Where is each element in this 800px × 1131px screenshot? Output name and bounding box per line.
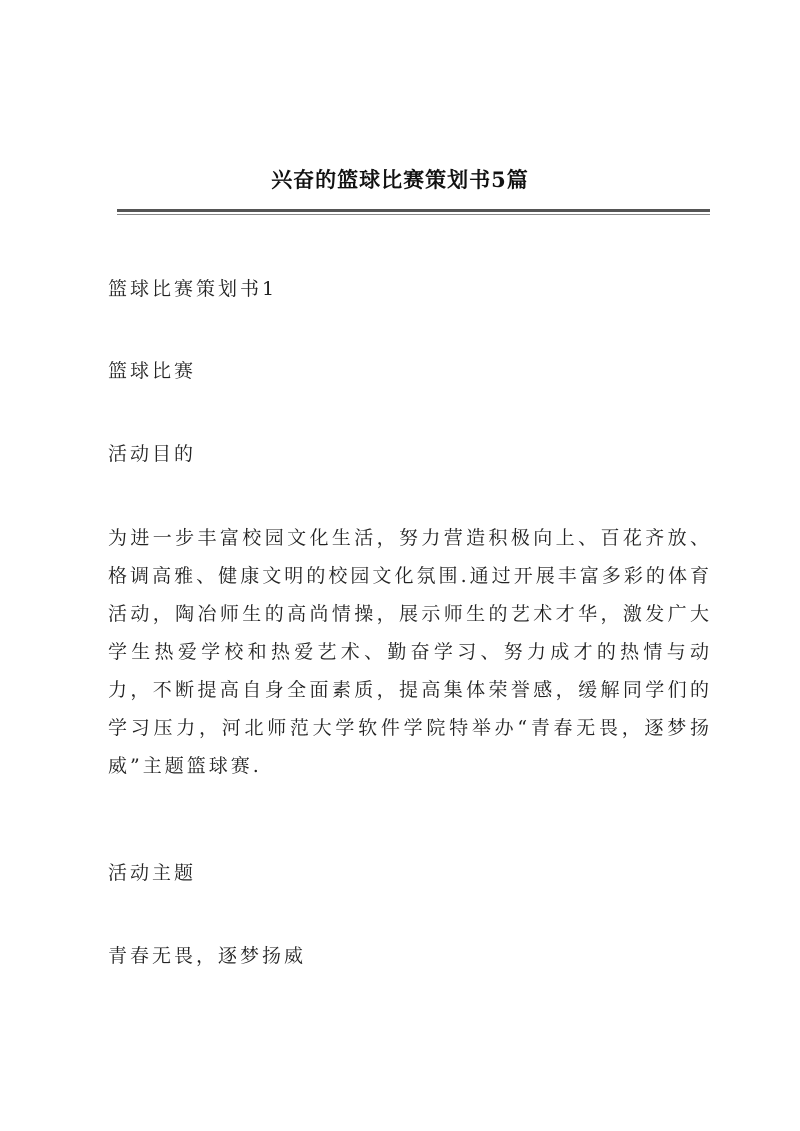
theme-text: 青春无畏，逐梦扬威: [108, 945, 307, 967]
purpose-heading: 活动目的: [108, 443, 197, 465]
title-underline-thin: [117, 214, 710, 215]
document-title: 兴奋的篮球比赛策划书5篇: [271, 167, 529, 192]
theme-heading: 活动主题: [108, 862, 197, 884]
purpose-paragraph: 为进一步丰富校园文化生活，努力营造积极向上、百花齐放、格调高雅、健康文明的校园文化氛围.通过开展丰富多彩的体育活动，陶冶师生的高尚情操，展示师生的艺术才华，激发广大学生热爱学校和热爱艺术、勤奋学习、努力成才的热情与动力，不断提高自身全面素质，提高集体荣誉感，缓解同学们的学习压力，河北师范大学软件学院特举办“青春无畏，逐梦扬威”主题篮球赛.: [108, 527, 712, 777]
section-heading: 篮球比赛策划书1: [108, 278, 278, 300]
subheading: 篮球比赛: [108, 360, 197, 382]
title-underline: [117, 209, 710, 212]
